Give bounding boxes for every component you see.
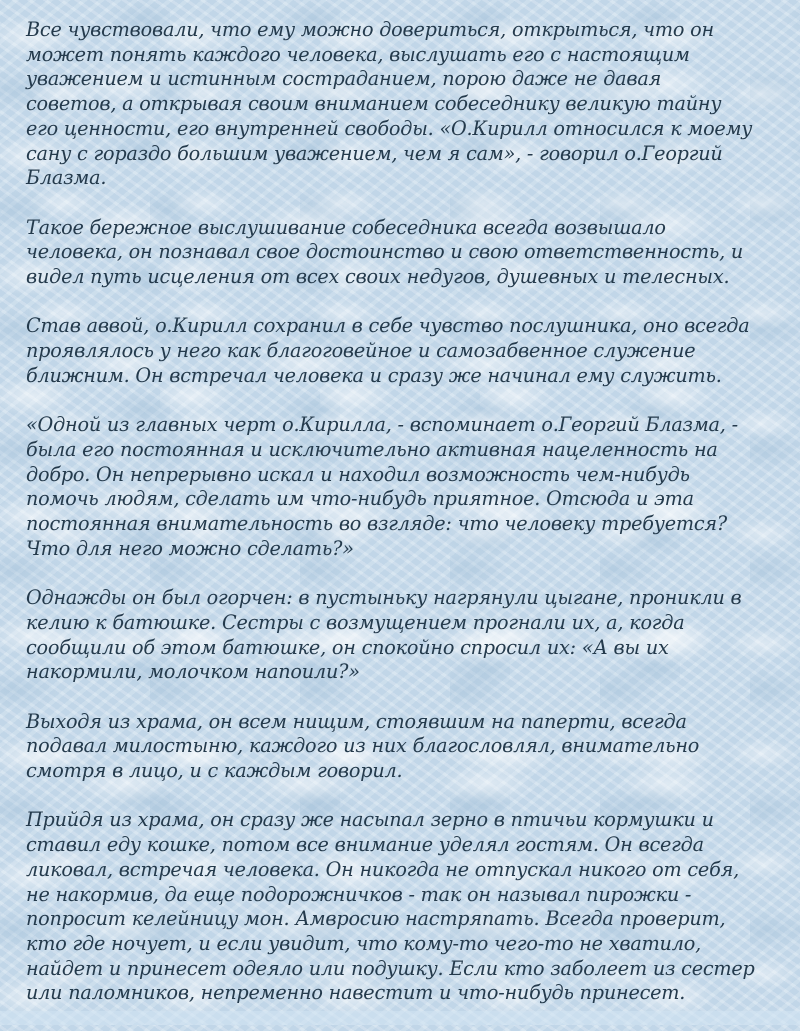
article-body — [26, 18, 770, 1031]
paragraph-hospitality: Прийдя из храма, он сразу же насыпал зерно в птичьи кормушки и ставил еду кошке, потом все внимание уделял гостям. Он всегда ликовал, встречая человека. Он никогда не отпускал никого от себя, не накормив, да еще подорожничков - так он называл пирожки - попросит келейницу мон. Амвросию настряпать. Всегда проверит, кто где ночует, и если увидит, что кому-то чего-то не хватило, найдет и принесет одеяло или подушку. Если кто заболеет из сестер или паломников, непременно навестит и что-нибудь принесет. — [26, 808, 755, 1005]
paragraph-service: Став аввой, о.Кирилл сохранил в себе чувство послушника, оно всегда проявлялось у него как благоговейное и самозабвенное служение ближним. Он встречал человека и сразу же начинал ему служить. — [26, 314, 750, 387]
paragraph-gypsies: Однажды он был огорчен: в пустыньку нагрянули цыгане, проникли в келию к батюшке. Сестры с возмущением прогнали их, а, когда сообщили об этом батюшке, он спокойно спросил их: «А вы их накормили, молочком напоили?» — [26, 586, 742, 684]
paragraph-listening: Такое бережное выслушивание собеседника всегда возвышало человека, он познавал свое достоинство и свою ответственность, и видел путь исцеления от всех своих недугов, душевных и телесных. — [26, 215, 744, 289]
paragraph-alms: Выходя из храма, он всем нищим, стоявшим на паперти, всегда подавал милостыню, каждого из них благословлял, внимательно смотря в лицо, и с каждым говорил. — [26, 709, 700, 783]
paragraph-quote: «Одной из главных черт о.Кирилла, - вспоминает о.Георгий Блазма, - была его постоянная и исключительно активная нацеленность на добро. Он непрерывно искал и находил возможность чем-нибудь помочь людям, сделать им что-нибудь приятное. Отсюда и эта постоянная внимательность во взгляде: что человеку требуется? Что для него можно сделать?» — [26, 413, 738, 560]
paragraph-trust: Все чувствовали, что ему можно довериться, открыться, что он может понять каждого человека, выслушать его с настоящим уважением и истинным состраданием, порою даже не давая советов, а открывая своим вниманием собеседнику великую тайну его ценности, его внутренней свободы. «О.Кирилл относился к моему сану с гораздо большим уважением, чем я сам», - говорил о.Георгий Блазма. — [26, 18, 753, 190]
bottom-edge — [0, 1011, 800, 1025]
